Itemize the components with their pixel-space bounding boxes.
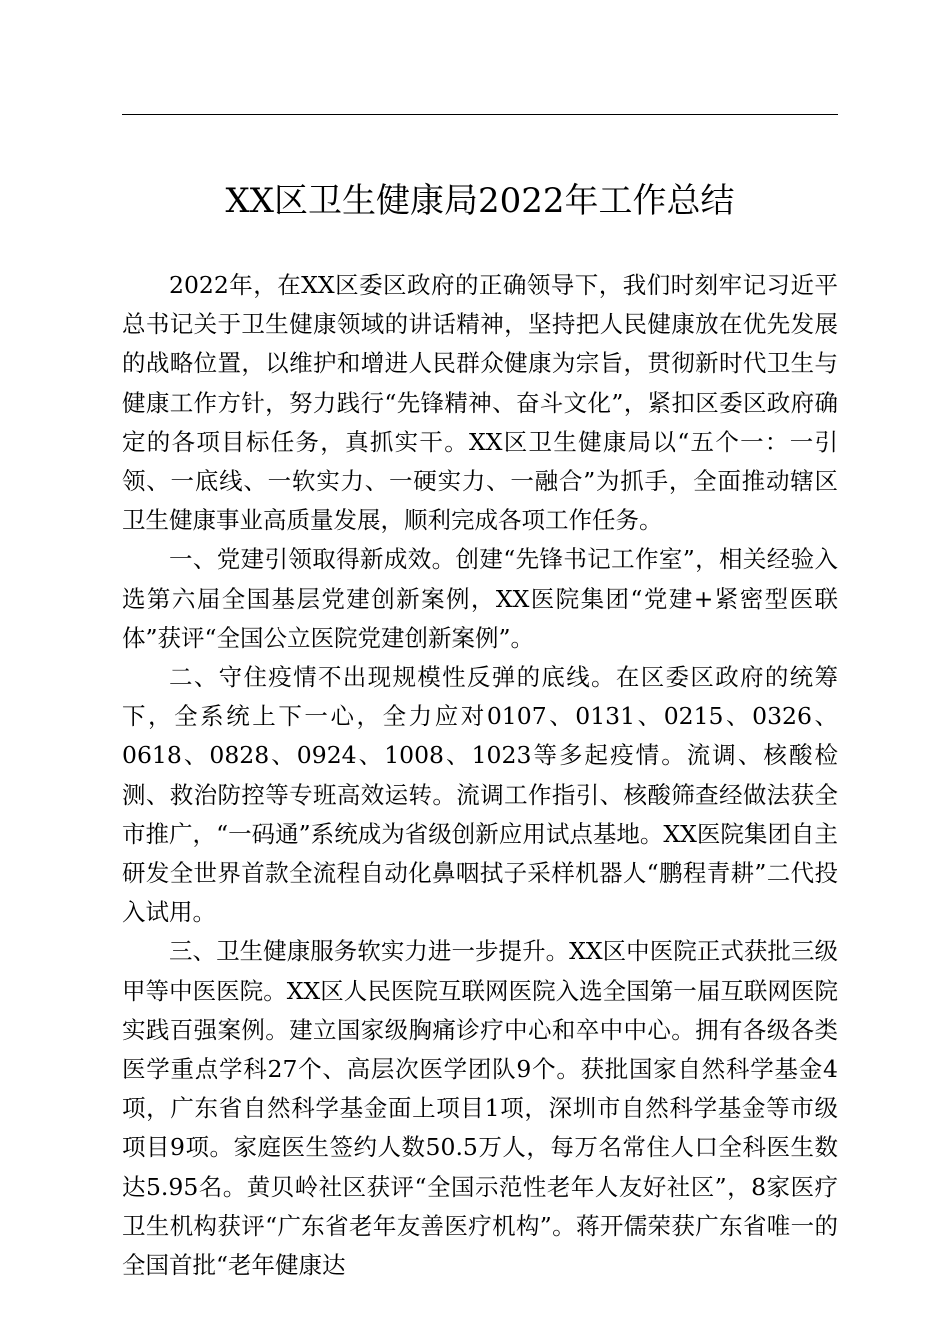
section-3-paragraph: 三、卫生健康服务软实力进一步提升。XX区中医院正式获批三级甲等中医医院。XX区人民医院互联网医院入选全国第一届互联网医院实践百强案例。建立国家级胸痛诊疗中心和卒中中心。拥有各级各类医学重点学科27个、高层次医学团队9个。获批国家自然科学基金4项，广东省自然科学基金面上项目1项，深圳市自然科学基金等市级项目9项。家庭医生签约人数50.5万人，每万名常住人口全科医生数达5.95名。黄贝岭社区获评“全国示范性老年人友好社区”，8家医疗卫生机构获评“广东省老年友善医疗机构”。蒋开儒荣获广东省唯一的全国首批“老年健康达 [122,937,838,1280]
header-rule [122,114,838,115]
document-title: XX区卫生健康局2022年工作总结 [225,181,735,221]
section-2-paragraph: 二、守住疫情不出现规模性反弹的底线。在区委区政府的统筹下，全系统上下一心，全力应对0107、0131、0215、0326、0618、0828、0924、1008、1023等多起疫情。流调、核酸检测、救治防控等专班高效运转。流调工作指引、核酸筛查经做法获全市推广，“一码通”系统成为省级创新应用试点基地。XX医院集团自主研发全世界首款全流程自动化鼻咽拭子采样机器人“鹏程青耕”二代投入试用。 [122,663,838,927]
intro-paragraph: 2022年，在XX区委区政府的正确领导下，我们时刻牢记习近平总书记关于卫生健康领域的讲话精神，坚持把人民健康放在优先发展的战略位置，以维护和增进人民群众健康为宗旨，贯彻新时代卫生与健康工作方针，努力践行“先锋精神、奋斗文化”，紧扣区委区政府确定的各项目标任务，真抓实干。XX区卫生健康局以“五个一：一引领、一底线、一软实力、一硬实力、一融合”为抓手，全面推动辖区卫生健康事业高质量发展，顺利完成各项工作任务。 [122,271,838,535]
document-body [122,266,838,1285]
section-1-paragraph: 一、党建引领取得新成效。创建“先锋书记工作室”，相关经验入选第六届全国基层党建创新案例，XX医院集团“党建+紧密型医联体”获评“全国公立医院党建创新案例”。 [122,545,838,652]
